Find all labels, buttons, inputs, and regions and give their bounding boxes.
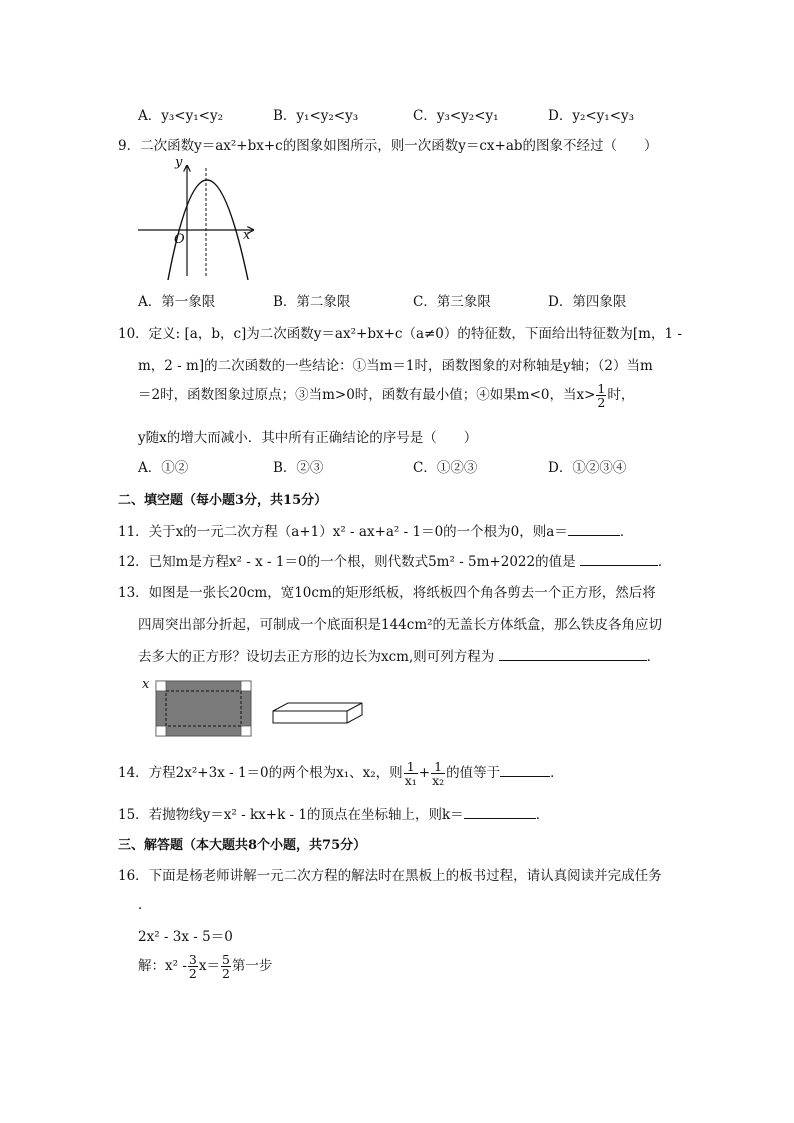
q14-answer-blank <box>500 764 550 777</box>
graph-y-label: y <box>175 155 183 170</box>
q14: 14．方程2x²+3x - 1＝0的两个根为x₁、x₂，则 $\frac{1}{\text{x₁}}$ + $\frac{1}{\text{x₂}}$ 的值等于 ． <box>118 759 564 789</box>
q16-fraction-2: $\frac{5}{2}$ <box>221 952 230 982</box>
q10-line4: y随x的增大而减小．其中所有正确结论的序号是（ ） <box>138 430 478 446</box>
q9-stem: 9．二次函数y＝ax²+bx+c的图象如图所示，则一次函数y＝cx+ab的图象不经过（ ） <box>118 138 658 154</box>
q12-answer-blank <box>580 553 658 566</box>
q10-line3 <box>138 382 634 409</box>
q16-line2: ． <box>138 897 152 913</box>
q11: 11．关于x的一元二次方程（a+1）x² - ax+a² - 1＝0的一个根为0，则a＝ ． <box>118 524 634 540</box>
q10-fraction: $\frac{1}{2}$ <box>597 381 606 411</box>
q8-option-a: A．y₃<y₁<y₂ <box>138 108 223 124</box>
q9-option-d: D．第四象限 <box>548 294 627 310</box>
q10-option-d: D．①②③④ <box>548 460 627 476</box>
q13-figure-x-label: x <box>142 677 150 692</box>
q9-option-c: C．第三象限 <box>413 294 491 310</box>
q8-option-c: C．y₃<y₂<y₁ <box>413 108 499 124</box>
q8-option-d: D．y₂<y₁<y₃ <box>548 108 635 124</box>
q10-line3-b: 时， <box>607 387 635 404</box>
q10-line1: 10．定义: [a，b，c]为二次函数y＝ax²+bx+c（a≠0）的特征数，下面给出特征数为[m，1 - <box>118 326 682 342</box>
q13-line3: 去多大的正方形？设切去正方形的边长为xcm,则可列方程为 ． <box>138 649 661 665</box>
q9-parabola-graph <box>135 155 265 280</box>
q13-line1: 13．如图是一张长20cm，宽10cm的矩形纸板，将纸板四个角各剪去一个正方形，然后将 <box>118 585 656 601</box>
q16-fraction-1: $\frac{3}{2}$ <box>188 952 197 982</box>
q10-option-a: A．①② <box>138 460 189 476</box>
q9-option-a: A．第一象限 <box>138 294 216 310</box>
q16-line1: 16．下面是杨老师讲解一元二次方程的解法时在黑板上的板书过程，请认真阅读并完成任务 <box>118 868 662 884</box>
q10-option-b: B．②③ <box>273 460 324 476</box>
q15-answer-blank <box>464 806 536 819</box>
q12: 12．已知m是方程x² - x - 1＝0的一个根，则代数式5m² - 5m+2022的值是 ． <box>118 554 672 570</box>
q13-figure <box>140 675 370 740</box>
q13-answer-blank <box>499 648 647 661</box>
q9-option-b: B．第二象限 <box>273 294 351 310</box>
q10-line3-a: ＝2时，函数图象过原点；③当m>0时，函数有最小值；④如果m<0，当x> <box>138 387 596 404</box>
q16-equation: 2x² - 3x - 5＝0 <box>138 929 233 945</box>
q10-option-c: C．①②③ <box>413 460 478 476</box>
q13-line2: 四周突出部分折起，可制成一个底面积是144cm²的无盖长方体纸盒，那么铁皮各角应切 <box>138 617 663 633</box>
section-2-heading: 二、填空题（每小题3分，共15分） <box>118 493 328 508</box>
q11-answer-blank <box>568 523 620 536</box>
q8-option-b: B．y₁<y₂<y₃ <box>273 108 359 124</box>
cardboard-rect <box>156 681 251 736</box>
q14-fraction-1: $\frac{1}{\text{x₁}}$ <box>404 759 417 789</box>
q15: 15．若抛物线y＝x² - kx+k - 1的顶点在坐标轴上，则k＝ ． <box>118 807 550 823</box>
graph-x-label: x <box>243 228 251 243</box>
q16-step1: 解：x² - $\frac{3}{2}$ x＝ $\frac{5}{2}$ 第一步 <box>138 952 273 982</box>
q14-fraction-2: $\frac{1}{\text{x₂}}$ <box>432 759 445 789</box>
q10-line2: m，2 - m]的二次函数的一些结论：①当m＝1时，函数图象的对称轴是y轴；（2）当m <box>138 358 653 374</box>
graph-origin-label: O <box>174 232 185 247</box>
section-3-heading: 三、解答题（本大题共8个小题，共75分） <box>118 838 367 853</box>
